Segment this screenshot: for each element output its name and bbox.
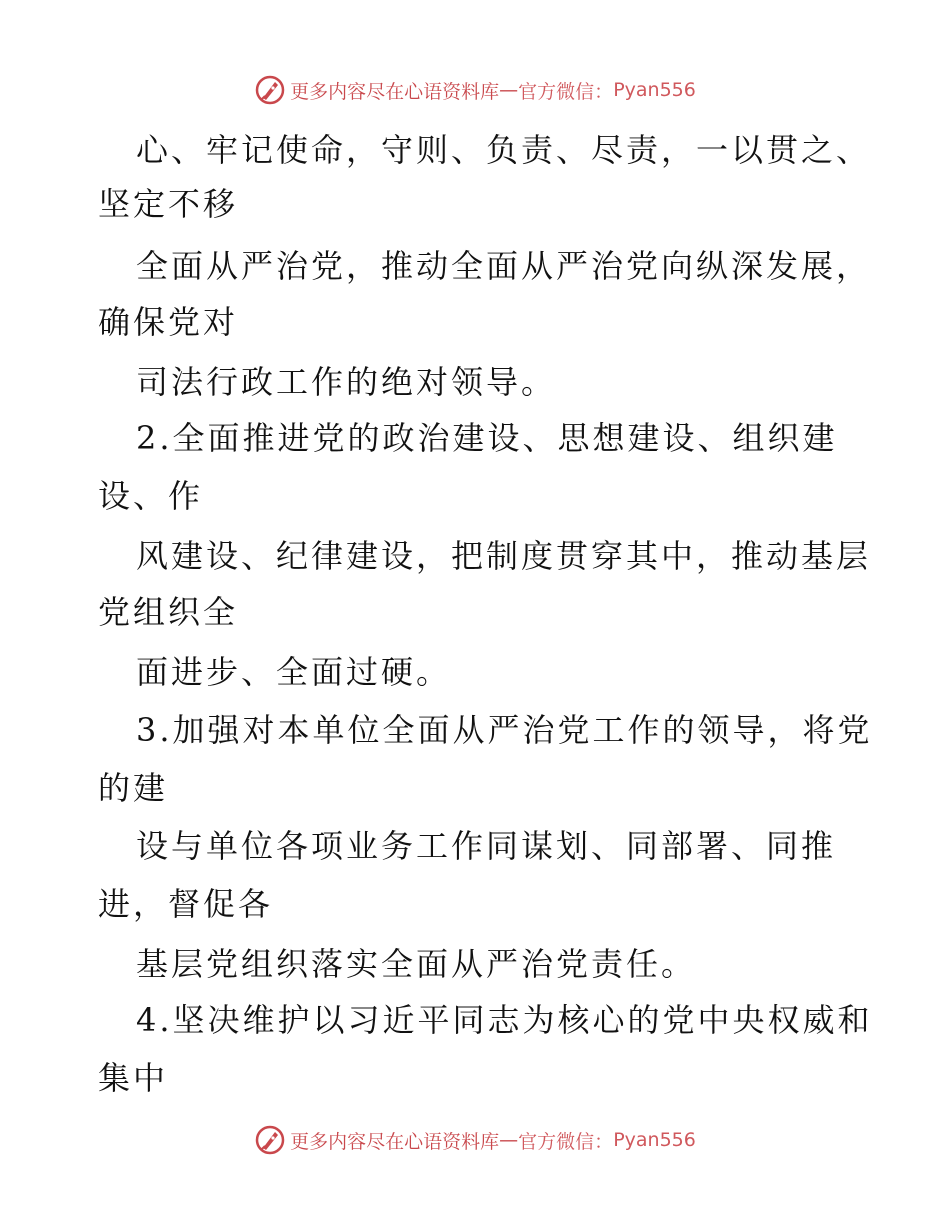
body-line: 心、牢记使命，守则、负责、尽责，一以贯之、: [136, 131, 872, 169]
watermark-separator: —: [499, 79, 519, 101]
body-line: 3.加强对本单位全面从严治党工作的领导，将党: [136, 711, 873, 749]
body-line: 司法行政工作的绝对领导。: [136, 363, 557, 401]
body-line: 2.全面推进党的政治建设、思想建设、组织建: [136, 419, 838, 457]
body-line: 4.坚决维护以习近平同志为核心的党中央权威和: [136, 1001, 873, 1039]
body-line: 全面从严治党，推动全面从严治党向纵深发展，: [136, 247, 872, 285]
body-line: 集中: [98, 1059, 169, 1097]
footer-watermark: [0, 1120, 950, 1160]
quill-pen-logo-icon: [254, 1124, 286, 1156]
body-line: 党组织全: [98, 593, 239, 631]
body-line: 设与单位各项业务工作同谋划、同部署、同推: [136, 827, 837, 865]
watermark-brand: 更多内容尽在心语资料库: [290, 80, 500, 103]
body-line: 进，督促各: [98, 885, 274, 923]
quill-pen-logo-icon: [254, 74, 286, 106]
body-line: 坚定不移: [98, 185, 239, 223]
header-watermark: [0, 70, 950, 110]
watermark-account: Pyan556: [613, 79, 696, 101]
body-line: 设、作: [98, 477, 204, 515]
watermark-brand: 更多内容尽在心语资料库: [290, 1130, 500, 1153]
watermark-separator: —: [499, 1129, 519, 1151]
watermark-account: Pyan556: [613, 1129, 696, 1151]
watermark-label: 官方微信：: [518, 1130, 614, 1153]
body-line: 确保党对: [98, 303, 239, 341]
body-line: 基层党组织落实全面从严治党责任。: [136, 945, 697, 983]
body-line: 面进步、全面过硬。: [136, 653, 452, 691]
watermark-label: 官方微信：: [518, 80, 614, 103]
body-line: 风建设、纪律建设，把制度贯穿其中，推动基层: [136, 537, 872, 575]
body-line: 的建: [98, 769, 169, 807]
